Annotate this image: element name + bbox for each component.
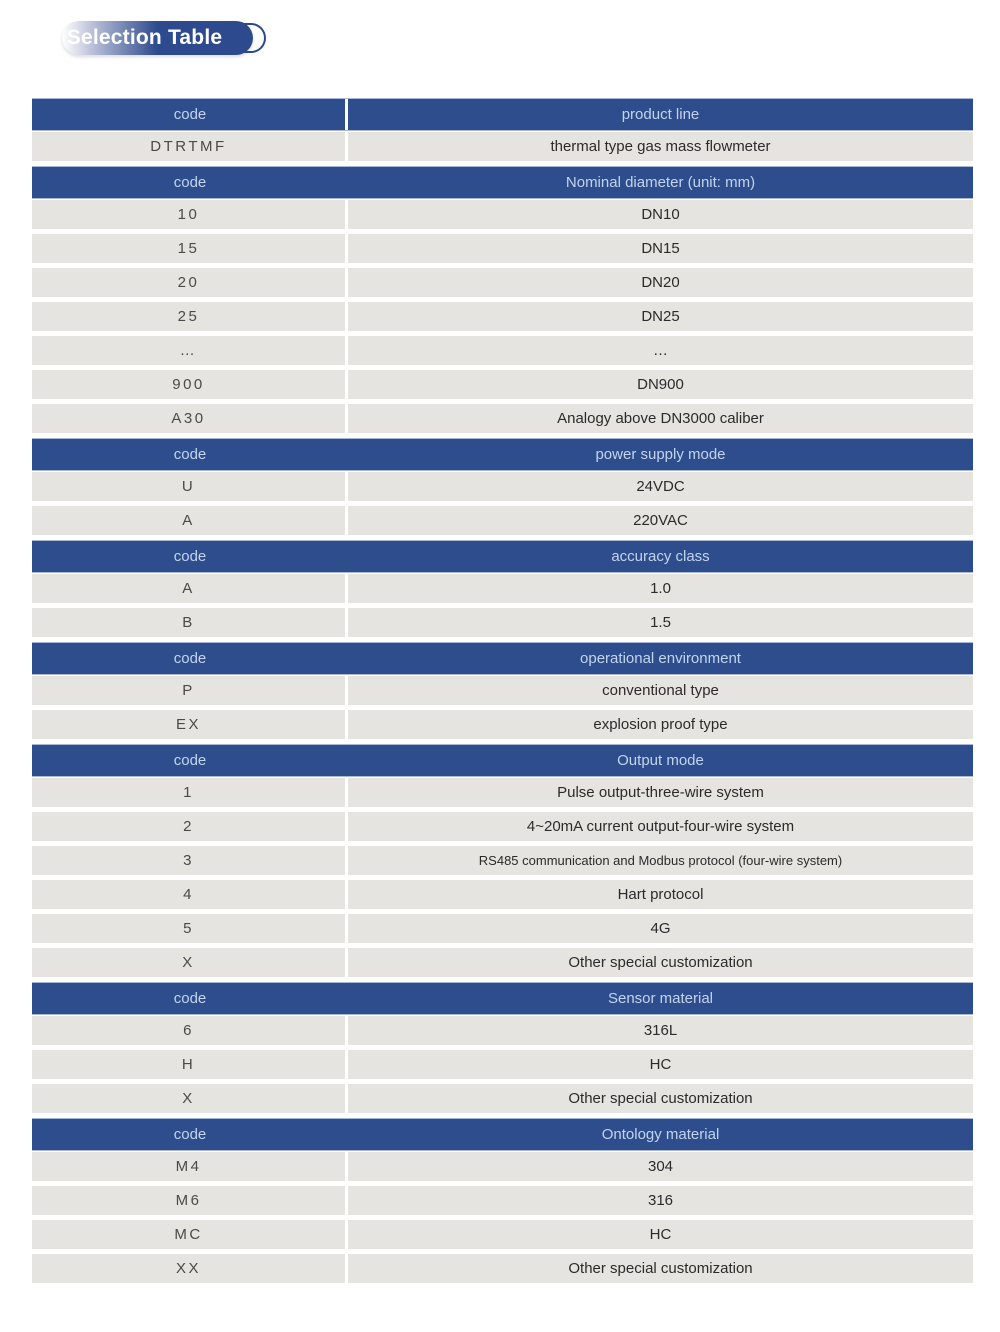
row-value-cell [348, 336, 973, 365]
row-value-cell [348, 1016, 973, 1045]
row-code-cell [32, 574, 345, 603]
selection-table [32, 97, 973, 1288]
row-value-cell [348, 506, 973, 535]
row-value-cell [348, 948, 973, 977]
row-code: U [181, 478, 196, 495]
row-value-cell [348, 268, 973, 297]
table-row [32, 1084, 973, 1113]
badge-arc-decoration [240, 23, 266, 53]
row-code: 5 [183, 920, 194, 937]
column-header-category: operational environment [580, 650, 741, 667]
column-header-code: code [173, 548, 207, 565]
table-row [32, 846, 973, 875]
row-code: … [179, 342, 198, 359]
row-value: 24VDC [636, 478, 685, 495]
row-code-cell [32, 506, 345, 535]
row-value: DN20 [641, 274, 680, 291]
table-section-header [32, 982, 973, 1015]
column-header-category: Nominal diameter (unit: mm) [565, 174, 756, 191]
row-value-cell [348, 1220, 973, 1249]
row-code-cell [32, 914, 345, 943]
row-value-cell [348, 778, 973, 807]
row-code: M6 [175, 1192, 202, 1209]
table-row [32, 472, 973, 501]
column-header-code: code [173, 174, 207, 191]
column-header-code: code [173, 1126, 207, 1143]
row-code: 1 [183, 784, 194, 801]
row-value: DN900 [637, 376, 684, 393]
row-code: H [181, 1056, 196, 1073]
table-row [32, 676, 973, 705]
row-value: HC [649, 1226, 672, 1243]
table-row [32, 710, 973, 739]
row-code-cell [32, 710, 345, 739]
row-code: M4 [175, 1158, 202, 1175]
row-code-cell [32, 880, 345, 909]
table-row [32, 1220, 973, 1249]
table-section-header [32, 98, 973, 131]
table-row [32, 132, 973, 161]
row-code: 900 [172, 376, 205, 393]
row-value: … [653, 342, 668, 359]
table-row [32, 1186, 973, 1215]
row-value-cell [348, 812, 973, 841]
section-title: Selection Table [66, 26, 223, 49]
row-value-cell [348, 608, 973, 637]
row-value-cell [348, 1050, 973, 1079]
row-code-cell [32, 948, 345, 977]
row-code-cell [32, 1050, 345, 1079]
row-value: Analogy above DN3000 caliber [557, 410, 764, 427]
row-code: X [182, 1090, 195, 1107]
table-row [32, 1016, 973, 1045]
table-row [32, 404, 973, 433]
row-value: 316L [643, 1022, 678, 1039]
row-code: 20 [177, 274, 200, 291]
row-value-cell [348, 846, 973, 875]
row-code-cell [32, 778, 345, 807]
row-value: HC [649, 1056, 672, 1073]
row-code: EX [175, 716, 201, 733]
row-value: RS485 communication and Modbus protocol (four-wire system) [478, 853, 843, 868]
column-header-category: product line [621, 106, 700, 123]
section-title-badge [62, 21, 253, 55]
table-row [32, 812, 973, 841]
row-value-cell [348, 404, 973, 433]
row-value: 1.0 [650, 580, 671, 597]
row-code-cell [32, 370, 345, 399]
row-code: A30 [171, 410, 206, 427]
table-row [32, 234, 973, 263]
row-code-cell [32, 200, 345, 229]
table-row [32, 608, 973, 637]
row-value: 1.5 [650, 614, 671, 631]
table-row [32, 778, 973, 807]
row-value: DN15 [641, 240, 680, 257]
row-value: Other special customization [568, 954, 753, 971]
row-value: Pulse output-three-wire system [557, 784, 764, 801]
row-code-cell [32, 1016, 345, 1045]
row-code-cell [32, 676, 345, 705]
row-code-cell [32, 1084, 345, 1113]
column-header-category: Ontology material [601, 1126, 720, 1143]
row-code-cell [32, 404, 345, 433]
row-code: DTRTMF [150, 138, 227, 155]
row-value: Other special customization [568, 1260, 753, 1277]
table-row [32, 268, 973, 297]
row-value: 4~20mA current output-four-wire system [526, 818, 795, 835]
row-value-cell [348, 914, 973, 943]
row-code: 15 [177, 240, 200, 257]
row-value: explosion proof type [593, 716, 728, 733]
row-value-cell [348, 574, 973, 603]
row-value-cell [348, 710, 973, 739]
row-value: 4G [650, 920, 671, 937]
row-value: Hart protocol [617, 886, 704, 903]
table-row [32, 370, 973, 399]
table-row [32, 948, 973, 977]
row-code-cell [32, 608, 345, 637]
table-row [32, 506, 973, 535]
row-code: 3 [183, 852, 194, 869]
table-section-header [32, 540, 973, 573]
row-code-cell [32, 812, 345, 841]
row-value-cell [348, 302, 973, 331]
row-value-cell [348, 234, 973, 263]
row-value-cell [348, 1084, 973, 1113]
column-header-code: code [173, 990, 207, 1007]
row-code-cell [32, 846, 345, 875]
column-header-code: code [173, 106, 207, 123]
row-value: DN10 [641, 206, 680, 223]
row-code-cell [32, 132, 345, 161]
table-section-header [32, 642, 973, 675]
table-section-header [32, 744, 973, 777]
table-row [32, 914, 973, 943]
row-code-cell [32, 1254, 345, 1283]
row-code: P [182, 682, 195, 699]
row-code: X [182, 954, 195, 971]
column-header-code: code [173, 650, 207, 667]
row-value-cell [348, 472, 973, 501]
row-code-cell [32, 336, 345, 365]
column-header-code: code [173, 446, 207, 463]
row-code: 10 [177, 206, 200, 223]
row-code-cell [32, 1152, 345, 1181]
row-value-cell [348, 1152, 973, 1181]
table-row [32, 302, 973, 331]
row-value-cell [348, 370, 973, 399]
row-code: A [182, 580, 195, 597]
row-value-cell [348, 880, 973, 909]
row-code-cell [32, 268, 345, 297]
row-code: MC [174, 1226, 203, 1243]
table-row [32, 1254, 973, 1283]
row-code-cell [32, 234, 345, 263]
table-section-header [32, 166, 973, 199]
row-code-cell [32, 1220, 345, 1249]
row-value: 316 [647, 1192, 674, 1209]
column-header-category: accuracy class [611, 548, 710, 565]
column-header-category: Output mode [617, 752, 704, 769]
column-header-category: power supply mode [595, 446, 726, 463]
row-value: 220VAC [633, 512, 688, 529]
table-row [32, 880, 973, 909]
row-value: thermal type gas mass flowmeter [550, 138, 771, 155]
row-value-cell [348, 1254, 973, 1283]
row-code: B [182, 614, 195, 631]
row-code: XX [175, 1260, 201, 1277]
row-code-cell [32, 1186, 345, 1215]
row-value: conventional type [602, 682, 719, 699]
table-section-header [32, 438, 973, 471]
row-code: 25 [177, 308, 200, 325]
row-value-cell [348, 200, 973, 229]
row-value-cell [348, 132, 973, 161]
row-code: 2 [183, 818, 194, 835]
row-code: A [182, 512, 195, 529]
table-section-header [32, 1118, 973, 1151]
row-value: DN25 [641, 308, 680, 325]
row-code-cell [32, 302, 345, 331]
row-value-cell [348, 676, 973, 705]
row-value-cell [348, 1186, 973, 1215]
column-header-category: Sensor material [607, 990, 714, 1007]
row-code: 6 [183, 1022, 194, 1039]
row-code: 4 [183, 886, 194, 903]
row-value: Other special customization [568, 1090, 753, 1107]
table-row [32, 1152, 973, 1181]
table-row [32, 574, 973, 603]
row-code-cell [32, 472, 345, 501]
row-value: 304 [647, 1158, 674, 1175]
column-header-code: code [173, 752, 207, 769]
table-row [32, 336, 973, 365]
table-row [32, 1050, 973, 1079]
table-row [32, 200, 973, 229]
